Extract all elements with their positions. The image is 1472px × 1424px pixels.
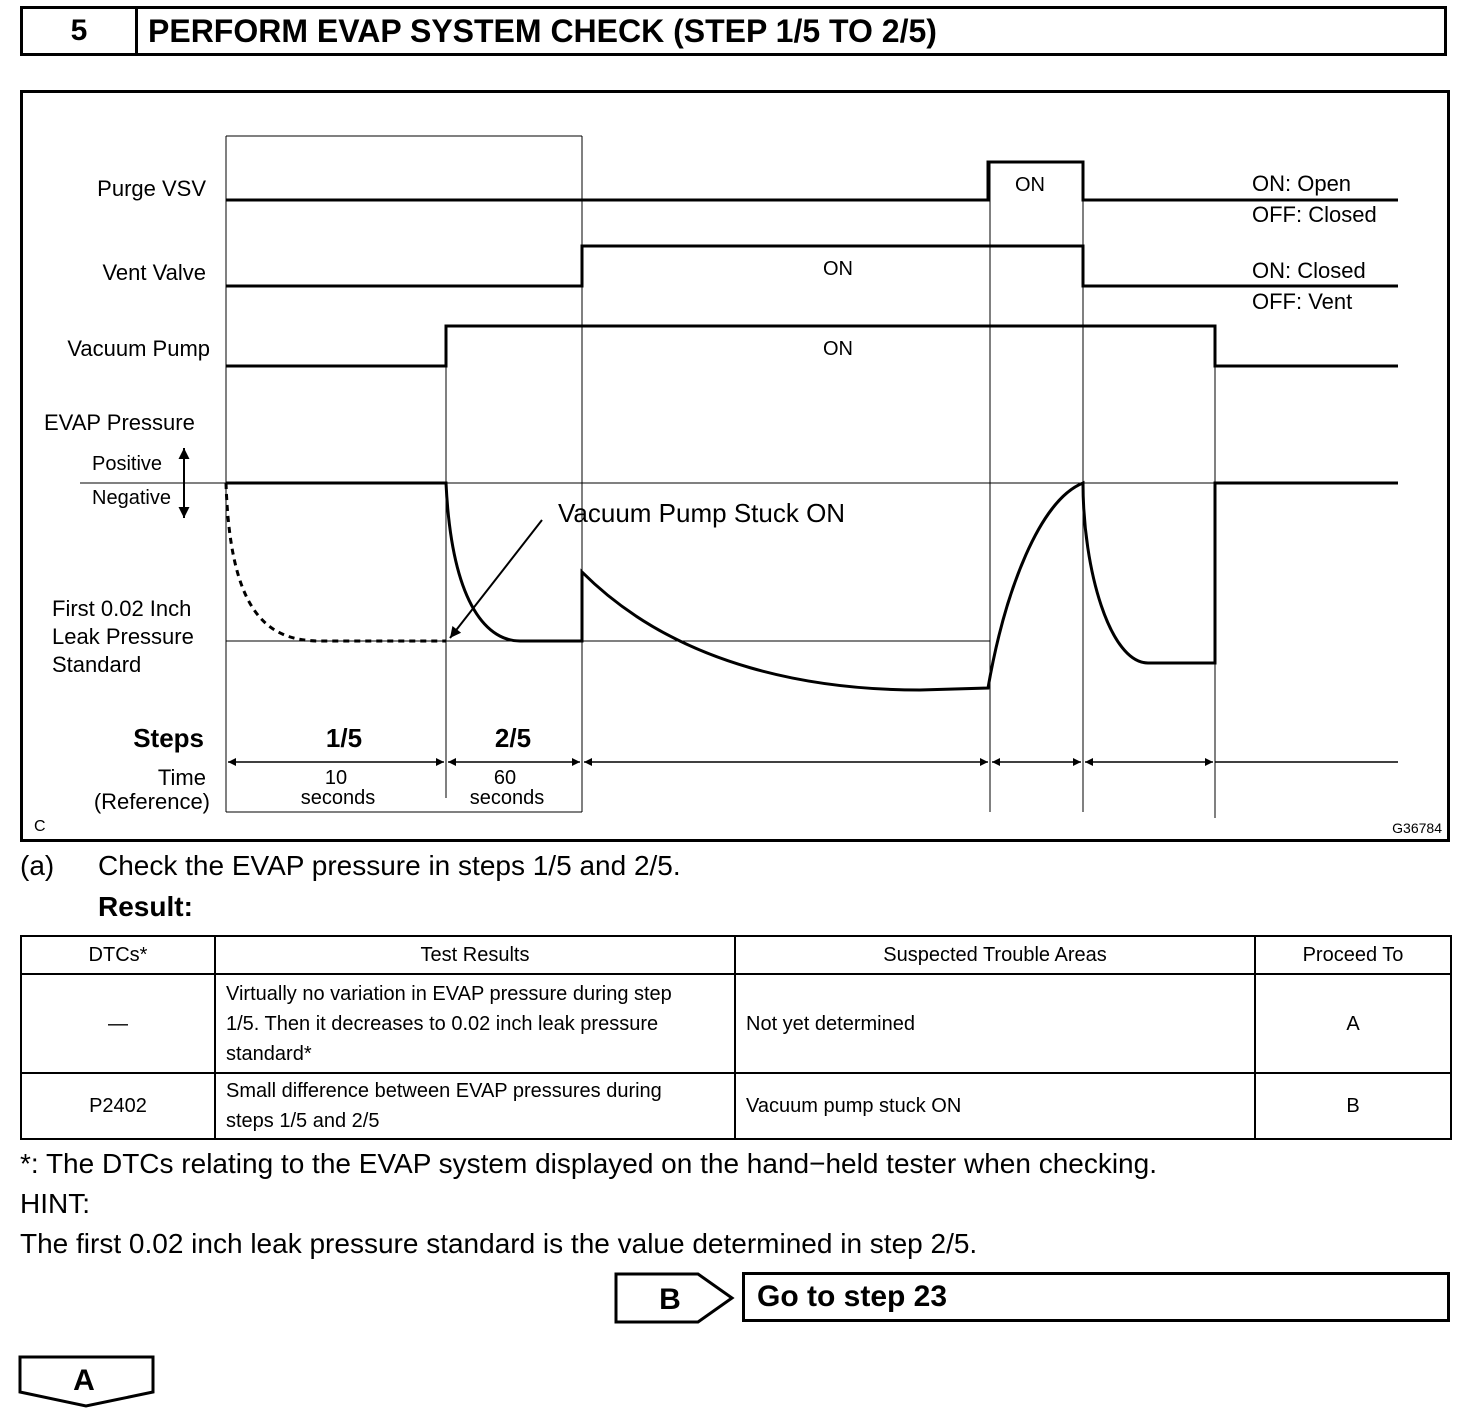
row-2-area: Vacuum pump stuck ON xyxy=(735,1073,1255,1139)
step-number: 5 xyxy=(23,9,138,53)
row-1-proceed: A xyxy=(1255,974,1451,1073)
purge-vsv-waveform xyxy=(226,162,1398,200)
footnote: *: The DTCs relating to the EVAP system displayed on the hand−held tester when checking. xyxy=(20,1148,1157,1179)
row-2-dtc: P2402 xyxy=(21,1073,215,1139)
corner-code: C xyxy=(34,818,46,835)
result-label: Result: xyxy=(98,891,193,922)
branch-a-arrow-box xyxy=(18,1354,158,1410)
vent-valve-waveform xyxy=(226,246,1398,286)
step-header xyxy=(20,6,1447,56)
step-1-5-time-unit: seconds xyxy=(300,787,376,809)
figure-frame xyxy=(22,92,1449,841)
standard-label-line2: Leak Pressure xyxy=(52,624,194,649)
step-1-5-label: 1/5 xyxy=(325,723,363,753)
instruction-label: (a) xyxy=(20,850,55,881)
hint-label: HINT: xyxy=(20,1188,90,1219)
hint-text: The first 0.02 inch leak pressure standard is the value determined in step 2/5. xyxy=(20,1228,978,1259)
time-label-line2: (Reference) xyxy=(93,789,210,814)
row-1-result-line3: standard* xyxy=(226,1042,312,1065)
row-1-result-line2: 1/5. Then it decreases to 0.02 inch leak pressure xyxy=(226,1012,659,1035)
table-header-row xyxy=(21,936,1451,974)
standard-label-line1: First 0.02 Inch xyxy=(52,596,192,621)
purge-vsv-label: Purge VSV xyxy=(97,176,206,201)
row-2-result xyxy=(215,1073,735,1139)
row-2-result-line2: steps 1/5 and 2/5 xyxy=(226,1110,380,1132)
negative-label: Negative xyxy=(92,487,171,509)
row-1-dtc: — xyxy=(21,974,215,1073)
timing-diagram-svg xyxy=(20,90,1450,842)
positive-label: Positive xyxy=(92,453,163,475)
header-dtcs: DTCs* xyxy=(21,936,215,974)
instruction-text: Check the EVAP pressure in steps 1/5 and 2/5. xyxy=(98,850,681,881)
row-2-proceed: B xyxy=(1255,1073,1451,1139)
table-row xyxy=(21,974,1451,1073)
row-1-area: Not yet determined xyxy=(735,974,1255,1073)
step-2-5-label: 2/5 xyxy=(494,723,532,753)
branch-b-letter: B xyxy=(659,1283,681,1316)
header-suspected-areas: Suspected Trouble Areas xyxy=(735,936,1255,974)
figure-id: G36784 xyxy=(1392,820,1442,836)
result-table xyxy=(20,935,1452,1140)
stuck-on-annotation: Vacuum Pump Stuck ON xyxy=(558,498,846,528)
step-2-5-time-value: 60 xyxy=(493,767,517,789)
header-proceed-to: Proceed To xyxy=(1255,936,1451,974)
go-to-step-box: Go to step 23 xyxy=(742,1272,1450,1322)
row-1-result xyxy=(215,974,735,1073)
vent-valve-legend-off: OFF: Vent xyxy=(1252,289,1353,314)
standard-label-line3: Standard xyxy=(52,652,142,677)
header-test-results: Test Results xyxy=(215,936,735,974)
vacuum-pump-waveform xyxy=(226,326,1398,366)
stuck-on-dotted-curve xyxy=(226,483,446,641)
step-2-5-time-unit: seconds xyxy=(469,787,545,809)
time-label-line1: Time xyxy=(157,765,206,790)
step-title: PERFORM EVAP SYSTEM CHECK (STEP 1/5 TO 2/5) xyxy=(148,13,937,49)
evap-timing-diagram xyxy=(20,90,1450,842)
row-1-result-line1: Virtually no variation in EVAP pressure during step xyxy=(226,982,672,1005)
branch-b-arrow-box xyxy=(612,1270,738,1326)
reference-lines xyxy=(80,136,1398,818)
vent-valve-legend-on: ON: Closed xyxy=(1252,258,1366,283)
vent-valve-label: Vent Valve xyxy=(102,260,206,285)
branch-a-letter: A xyxy=(73,1364,95,1397)
evap-pressure-label: EVAP Pressure xyxy=(44,410,195,435)
table-row xyxy=(21,1073,1451,1139)
purge-vsv-legend-on: ON: Open xyxy=(1252,171,1352,196)
annotation-leader-arrow xyxy=(450,520,542,638)
vacuum-pump-label: Vacuum Pump xyxy=(67,336,210,361)
vacuum-pump-on-label: ON xyxy=(823,338,853,360)
purge-vsv-on-label: ON xyxy=(1015,174,1045,196)
steps-label: Steps xyxy=(133,723,204,753)
purge-vsv-legend-off: OFF: Closed xyxy=(1252,202,1377,227)
step-1-5-time-value: 10 xyxy=(324,767,348,789)
row-2-result-line1: Small difference between EVAP pressures during xyxy=(226,1080,662,1102)
vent-valve-on-label: ON xyxy=(823,258,853,280)
